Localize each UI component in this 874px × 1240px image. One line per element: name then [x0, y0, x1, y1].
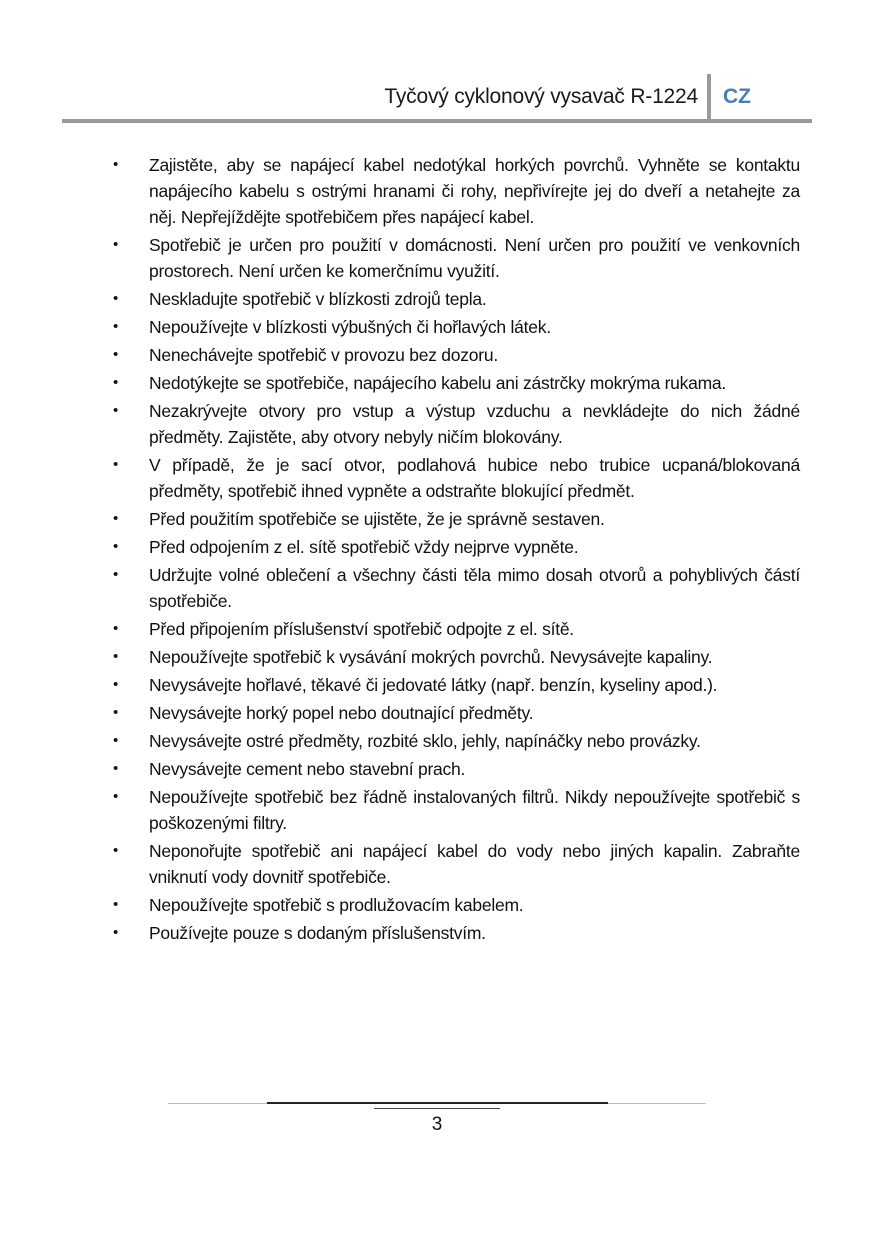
bullet-icon: • — [113, 566, 119, 583]
bullet-icon: • — [113, 620, 119, 637]
list-item-text: Nevysávejte hořlavé, těkavé či jedovaté látky (např. benzín, kyseliny apod.). — [149, 675, 718, 695]
safety-instructions — [110, 152, 800, 948]
list-item — [110, 892, 800, 918]
list-item — [110, 314, 800, 340]
list-item — [110, 342, 800, 368]
list-item-text: Nepoužívejte v blízkosti výbušných či hořlavých látek. — [149, 317, 551, 337]
bullet-icon: • — [113, 788, 119, 805]
list-item-text: Spotřebič je určen pro použití v domácnosti. Není určen pro použití ve venkovních prostorech. Není určen ke komerčnímu využití. — [149, 235, 800, 281]
bullet-icon: • — [113, 732, 119, 749]
list-item-text: Nezakrývejte otvory pro vstup a výstup vzduchu a nevkládejte do nich žádné předměty. Zajistěte, aby otvory nebyly ničím blokovány. — [149, 401, 800, 447]
list-item-text: Nepoužívejte spotřebič k vysávání mokrých povrchů. Nevysávejte kapaliny. — [149, 647, 713, 667]
bullet-icon: • — [113, 510, 119, 527]
list-item-text: Nevysávejte horký popel nebo doutnající předměty. — [149, 703, 534, 723]
list-item — [110, 644, 800, 670]
list-item — [110, 700, 800, 726]
list-item — [110, 452, 800, 504]
list-item-text: Před připojením příslušenství spotřebič odpojte z el. sítě. — [149, 619, 574, 639]
bullet-icon: • — [113, 290, 119, 307]
list-item-text: Neskladujte spotřebič v blízkosti zdrojů tepla. — [149, 289, 487, 309]
list-item-text: Udržujte volné oblečení a všechny části těla mimo dosah otvorů a pohyblivých částí spotřebiče. — [149, 565, 800, 611]
list-item — [110, 838, 800, 890]
list-item — [110, 672, 800, 698]
list-item — [110, 232, 800, 284]
list-item — [110, 370, 800, 396]
list-item — [110, 728, 800, 754]
list-item — [110, 506, 800, 532]
bullet-icon: • — [113, 346, 119, 363]
bullet-icon: • — [113, 538, 119, 555]
bullet-icon: • — [113, 374, 119, 391]
header-rule — [62, 119, 812, 123]
list-item-text: Zajistěte, aby se napájecí kabel nedotýkal horkých povrchů. Vyhněte se kontaktu napájecího kabelu s ostrými hranami či rohy, nepřivírejte jej do dveří a netahejte za něj. Nepřejíždějte spotřebičem přes napájecí kabel. — [149, 155, 800, 227]
bullet-icon: • — [113, 676, 119, 693]
footer-rule-inner — [374, 1108, 500, 1109]
list-item-text: Používejte pouze s dodaným příslušenstvím. — [149, 923, 486, 943]
list-item — [110, 784, 800, 836]
list-item — [110, 398, 800, 450]
bullet-icon: • — [113, 648, 119, 665]
list-item-text: Nevysávejte ostré předměty, rozbité sklo, jehly, napínáčky nebo provázky. — [149, 731, 701, 751]
header-separator — [707, 74, 711, 120]
bullet-icon: • — [113, 236, 119, 253]
bullet-icon: • — [113, 704, 119, 721]
list-item — [110, 920, 800, 946]
list-item-text: Nenechávejte spotřebič v provozu bez dozoru. — [149, 345, 498, 365]
bullet-icon: • — [113, 760, 119, 777]
document-title: Tyčový cyklonový vysavač R-1224 — [384, 85, 698, 108]
bullet-icon: • — [113, 896, 119, 913]
list-item-text: Nevysávejte cement nebo stavební prach. — [149, 759, 466, 779]
list-item — [110, 534, 800, 560]
list-item — [110, 562, 800, 614]
list-item — [110, 616, 800, 642]
language-code: CZ — [723, 85, 751, 108]
list-item-text: Nedotýkejte se spotřebiče, napájecího kabelu ani zástrčky mokrýma rukama. — [149, 373, 727, 393]
list-item — [110, 286, 800, 312]
list-item — [110, 152, 800, 230]
bullet-icon: • — [113, 402, 119, 419]
list-item — [110, 756, 800, 782]
list-item-text: Nepoužívejte spotřebič bez řádně instalovaných filtrů. Nikdy nepoužívejte spotřebič s poškozenými filtry. — [149, 787, 800, 833]
list-item-text: Před odpojením z el. sítě spotřebič vždy nejprve vypněte. — [149, 537, 579, 557]
footer-rule-middle — [267, 1102, 608, 1104]
list-item-text: Nepoužívejte spotřebič s prodlužovacím kabelem. — [149, 895, 524, 915]
bullet-list — [110, 152, 800, 946]
bullet-icon: • — [113, 156, 119, 173]
bullet-icon: • — [113, 842, 119, 859]
list-item-text: Před použitím spotřebiče se ujistěte, že je správně sestaven. — [149, 509, 605, 529]
bullet-icon: • — [113, 456, 119, 473]
page-number: 3 — [431, 1114, 443, 1135]
list-item-text: V případě, že je sací otvor, podlahová hubice nebo trubice ucpaná/blokovaná předměty, spotřebič ihned vypněte a odstraňte blokující předmět. — [149, 455, 800, 501]
list-item-text: Neponořujte spotřebič ani napájecí kabel do vody nebo jiných kapalin. Zabraňte vniknutí vody dovnitř spotřebiče. — [149, 841, 800, 887]
bullet-icon: • — [113, 924, 119, 941]
bullet-icon: • — [113, 318, 119, 335]
